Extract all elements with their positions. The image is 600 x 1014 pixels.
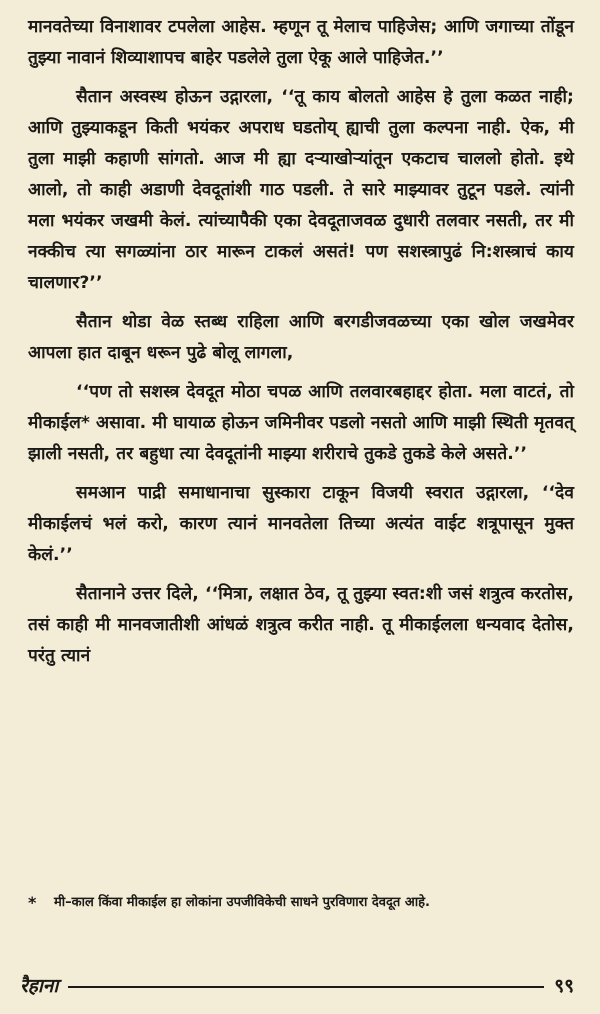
page-number: ९९ <box>554 975 574 997</box>
paragraph-2: सैतान अस्वस्थ होऊन उद्गारला, ‘‘तू काय बोलतो आहेस हे तुला कळत नाही; आणि तुझ्याकडून किती भयंकर अपराध घडतोय् ह्याची तुला कल्पना नाही. ऐक, मी तुला माझी कहाणी सांगतो. आज मी ह्या दऱ्याखोऱ्यांतून एकटाच चाललो होतो. इथे आलो, तो काही अडाणी देवदूतांशी गाठ पडली. ते सारे माझ्यावर तुटून पडले. त्यांनी मला भयंकर जखमी केलं. त्यांच्यापैकी एका देवदूताजवळ दुधारी तलवार नसती, तर मी नक्कीच त्या सगळ्यांना ठार मारून टाकलं असतं! पण सशस्त्रापुढं नि:शस्त्राचं काय चालणार?’’ <box>28 87 574 293</box>
paragraph-1: मानवतेच्या विनाशावर टपलेला आहेस. म्हणून तू मेलाच पाहिजेस; आणि जगाच्या तोंडून तुझ्या नावानं शिव्याशापच बाहेर पडलेले तुला ऐकू आले पाहिजेत.’’ <box>28 17 574 68</box>
body-text <box>28 12 574 672</box>
footnote-asterisk: * <box>28 893 37 912</box>
paragraph-3: सैतान थोडा वेळ स्तब्ध राहिला आणि बरगडीजवळच्या एका खोल जखमेवर आपला हात दाबून धरून पुढे बोलू लागला, <box>28 312 574 363</box>
paragraph-5: समआन पाद्री समाधानाचा सुस्कारा टाकून विजयी स्वरात उद्गारला, ‘‘देव मीकाईलचं भलं करो, कारण त्यानं मानवतेला तिच्या अत्यंत वाईट शत्रूपासून मुक्त केलं.’’ <box>28 483 574 565</box>
footer-rule <box>68 986 544 988</box>
running-title: रैहाना <box>20 975 59 997</box>
paragraph-4: ‘‘पण तो सशस्त्र देवदूत मोठा चपळ आणि तलवारबहाद्दर होता. मला वाटतं, तो मीकाईल* असावा. मी घायाळ होऊन जमिनीवर पडलो नसतो आणि माझी स्थिती मृतवत् झाली नसती, तर बहुधा त्या देवदूतांनी माझ्या शरीराचे तुकडे तुकडे केले असते.’’ <box>28 382 574 464</box>
page-footer <box>20 972 574 998</box>
footnote-text: मी–काल किंवा मीकाईल हा लोकांना उपजीविकेची साधने पुरविणारा देवदूत आहे. <box>54 895 430 910</box>
footnote <box>28 893 574 913</box>
paragraph-6: सैतानाने उत्तर दिले, ‘‘मित्रा, लक्षात ठेव, तू तुझ्या स्वत:शी जसं शत्रुत्व करतोस, तसं काही मी मानवजातीशी आंधळं शत्रुत्व करीत नाही. तू मीकाईलला धन्यवाद देतोस, परंतु त्यानं <box>28 584 574 666</box>
